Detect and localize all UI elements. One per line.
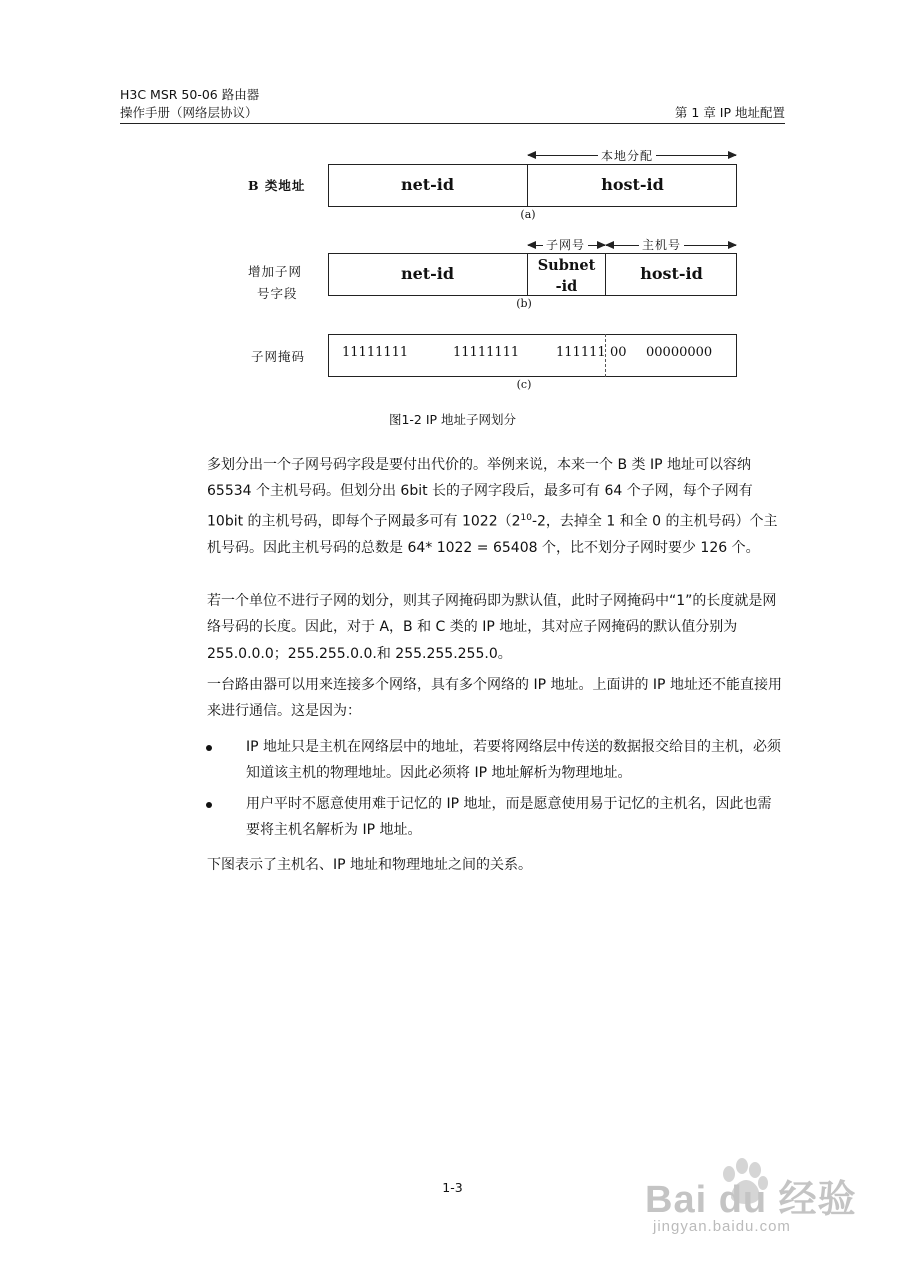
paragraph-3: 一台路由器可以用来连接多个网络，具有多个网络的 IP 地址。上面讲的 IP 地址还不能直接用来进行通信。这是因为： — [207, 677, 782, 720]
mask-octet-3-zeros: 00 — [610, 345, 627, 360]
b-net-id-field: net-id — [400, 264, 455, 283]
a-host-id-field: host-id — [601, 175, 664, 194]
baidu-watermark — [645, 1150, 865, 1250]
paragraph-2: 若一个单位不进行子网的划分，则其子网掩码即为默认值，此时子网掩码中“1”的长度就是网络号码的长度。因此，对于 A，B 和 C 类的 IP 地址，其对应子网掩码的默认值分别为 255.0.0.0；255.255.0.0.和 255.255.255.0。 — [207, 593, 777, 662]
mask-octet-1: 11111111 — [342, 345, 409, 360]
page-header — [120, 87, 785, 124]
mask-octet-3-ones: 111111 — [556, 345, 606, 360]
b-subnet-id-line2: -id — [555, 278, 578, 295]
header-chapter-title: 第 1 章 IP 地址配置 — [674, 105, 785, 120]
watermark-url: jingyan.baidu.com — [653, 1218, 791, 1235]
subnet-id-arrow-label: 子网号 — [543, 236, 588, 253]
figure-caption: 图1-2 IP 地址子网划分 — [388, 412, 517, 427]
page-number: 1-3 — [442, 1180, 463, 1195]
diagram-b-label-line1: 增加子网 — [248, 264, 303, 279]
bullet-item-2: 用户平时不愿意使用难于记忆的 IP 地址，而是愿意使用易于记忆的主机名，因此也需要将主机名解析为 IP 地址。 — [246, 796, 772, 839]
diagram-a-label: B 类地址 — [248, 178, 306, 193]
bullet-item-1: IP 地址只是主机在网络层中的地址，若要将网络层中传送的数据报交给目的主机，必须知道该主机的物理地址。因此必须将 IP 地址解析为物理地址。 — [246, 739, 782, 782]
mask-octet-4: 00000000 — [646, 345, 713, 360]
bullet-dot-2 — [206, 802, 212, 808]
paragraph-4: 下图表示了主机名、IP 地址和物理地址之间的关系。 — [207, 857, 533, 873]
header-manual-title: 操作手册（网络层协议） — [120, 105, 258, 120]
watermark-brand: Bai du 经验 — [645, 1179, 857, 1221]
paragraph-1 — [207, 452, 783, 561]
header-product-title: H3C MSR 50-06 路由器 — [120, 87, 260, 102]
paragraph-1-text: 多划分出一个子网号码字段是要付出代价的。举例来说，本来一个 B 类 IP 地址可以容纳 65534 个主机号码。但划分出 6bit 长的子网字段后，最多可有 64 个子网，每个子网有 10bit 的主机号码，即每个子网最多可有 1022（2 — [207, 457, 753, 530]
diagram-c-label: 子网掩码 — [251, 349, 306, 364]
host-id-arrow-label: 主机号 — [639, 236, 684, 253]
paragraph-1-rest: -2，去掉全 1 和全 0 的主机号码）个主机号码。因此主机号码的总数是 64* 1022 = 65408 个，比不划分子网时要少 126 个。 — [207, 513, 778, 556]
bullet-dot-1 — [206, 745, 212, 751]
diagram-b-label-line2: 号字段 — [257, 286, 298, 301]
caption-b: (b) — [516, 297, 532, 310]
caption-a: (a) — [520, 208, 536, 221]
caption-c: (c) — [516, 378, 532, 391]
mask-octet-2: 11111111 — [453, 345, 520, 360]
local-assign-label: 本地分配 — [598, 147, 656, 164]
b-host-id-field: host-id — [640, 264, 703, 283]
b-subnet-id-line1: Subnet — [537, 257, 596, 274]
a-net-id-field: net-id — [400, 175, 455, 194]
paragraph-1-superscript: 10 — [520, 512, 532, 523]
